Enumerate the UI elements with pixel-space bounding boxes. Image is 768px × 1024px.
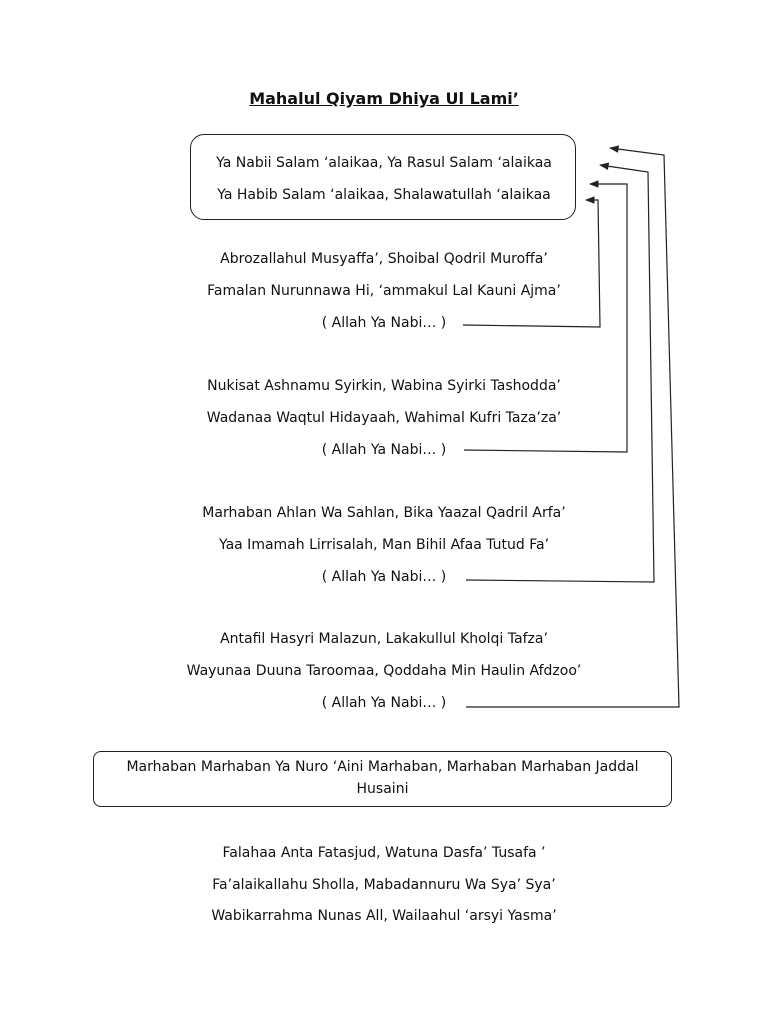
verse-4-line-1: Antafil Hasyri Malazun, Lakakullul Kholqi Tafza’ [220,631,548,647]
closing-line-2: Fa’alaikallahu Sholla, Mabadannuru Wa Sya’ Sya’ [212,877,556,893]
verse-1-line-2: Famalan Nurunnawa Hi, ‘ammakul Lal Kauni Ajma’ [207,283,561,299]
chorus-line-2: Ya Habib Salam ‘alaikaa, Shalawatullah ‘alaikaa [217,187,551,203]
verse-2-refrain: ( Allah Ya Nabi… ) [321,442,447,458]
verse-3-line-2: Yaa Imamah Lirrisalah, Man Bihil Afaa Tutud Fa’ [218,537,550,553]
closing-line-3: Wabikarrahma Nunas All, Wailaahul ‘arsyi Yasma’ [211,908,557,924]
verse-2-line-2: Wadanaa Waqtul Hidayaah, Wahimal Kufri Taza’za’ [206,410,562,426]
marhaban-box: Marhaban Marhaban Ya Nuro ‘Aini Marhaban, Marhaban Marhaban Jaddal Husaini [93,751,672,807]
verse-4-line-2: Wayunaa Duuna Taroomaa, Qoddaha Min Haulin Afdzoo’ [186,663,582,679]
verse-3-refrain: ( Allah Ya Nabi… ) [321,569,447,585]
page-title: Mahalul Qiyam Dhiya Ul Lami’ [249,89,519,108]
arrow-verse-4 [466,148,679,707]
verse-3-line-1: Marhaban Ahlan Wa Sahlan, Bika Yaazal Qadril Arfa’ [202,505,566,521]
verse-1-line-1: Abrozallahul Musyaffa’, Shoibal Qodril Muroffa’ [220,251,548,267]
chorus-box [190,134,576,220]
verse-4-refrain: ( Allah Ya Nabi… ) [321,695,447,711]
verse-1-refrain: ( Allah Ya Nabi… ) [321,315,447,331]
chorus-line-1: Ya Nabii Salam ‘alaikaa, Ya Rasul Salam ‘alaikaa [216,155,552,171]
verse-2-line-1: Nukisat Ashnamu Syirkin, Wabina Syirki Tashodda’ [207,378,561,394]
closing-line-1: Falahaa Anta Fatasjud, Watuna Dasfa’ Tusafa ’ [222,845,546,861]
